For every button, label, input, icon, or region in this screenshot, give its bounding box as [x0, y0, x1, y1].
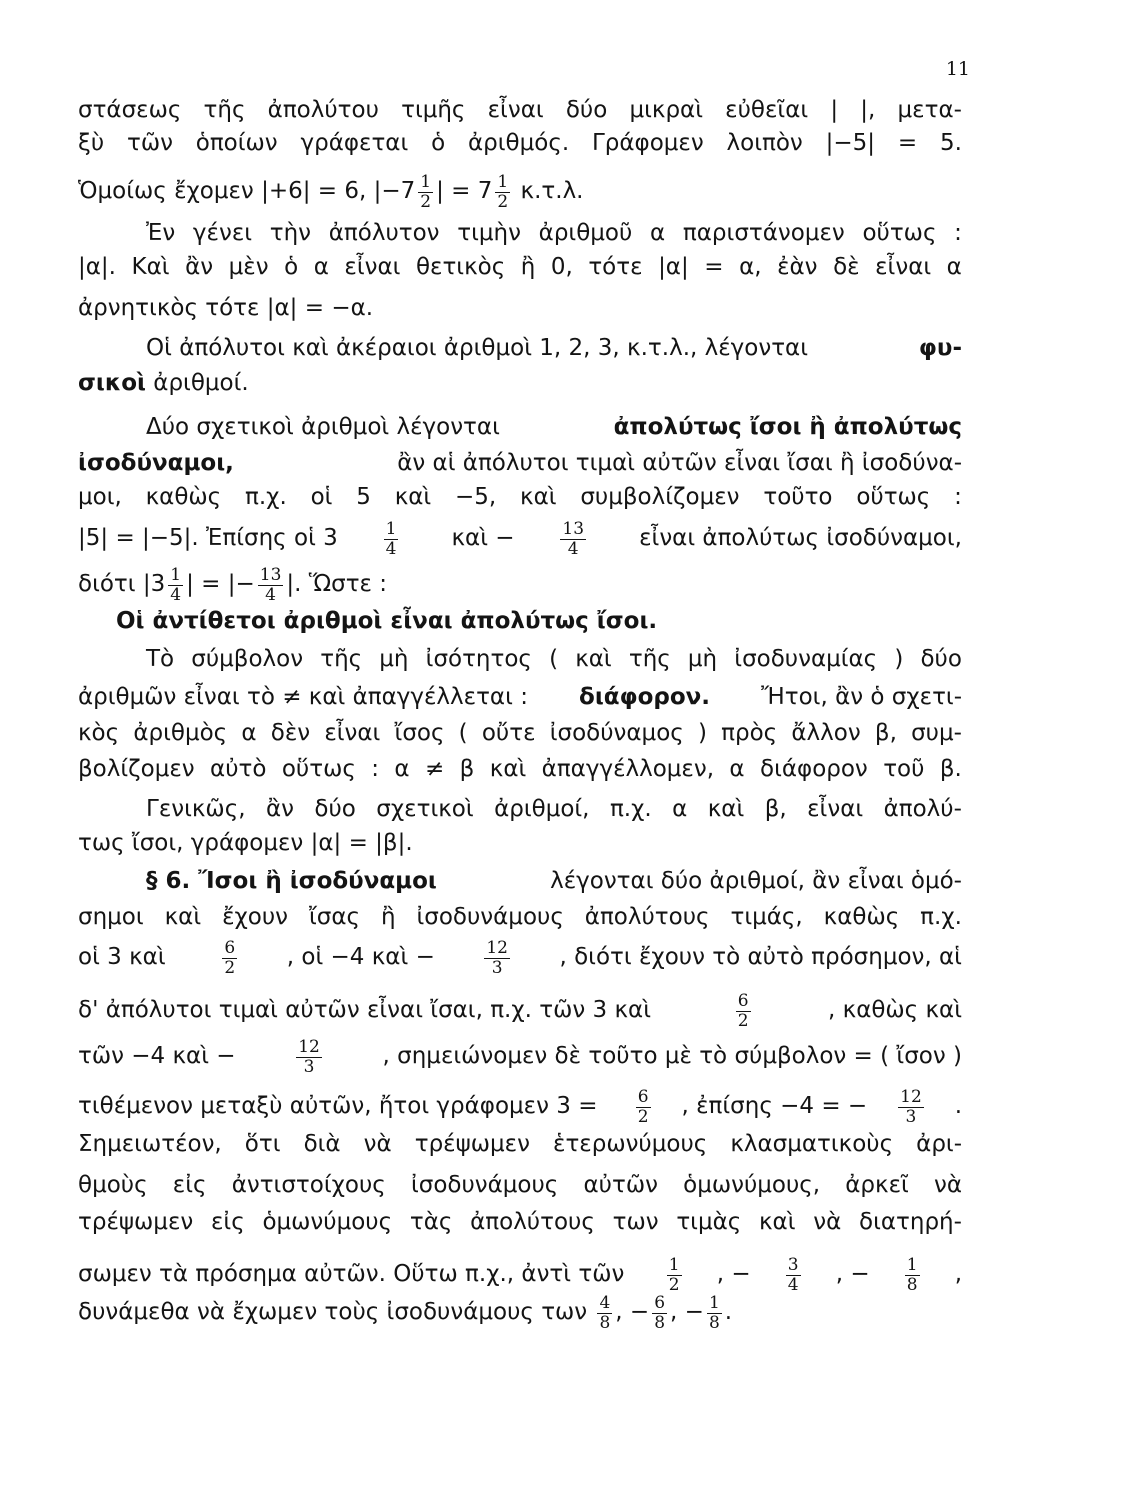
word: |−5| [825, 130, 875, 156]
word: α, [739, 254, 762, 280]
fraction: $\frac{1}{2}$ [497, 172, 509, 212]
word: ἀπόλυτον [328, 220, 440, 246]
text-line [78, 252, 962, 282]
word: ἢ [520, 254, 536, 280]
word: ἀπολύτους [584, 904, 710, 930]
fraction: $\frac{1}{8}$ [906, 1255, 918, 1295]
word: μοι, [78, 484, 122, 510]
fraction: $\frac{1}{4}$ [170, 565, 182, 605]
text-line [78, 1292, 962, 1331]
word: εἶναι [324, 720, 381, 746]
text-line [146, 866, 962, 896]
word: |, [860, 97, 876, 123]
text-line [78, 1207, 962, 1237]
word: ἔχουν [222, 904, 289, 930]
word: καὶ [707, 796, 745, 822]
word: διάφορον [760, 756, 868, 782]
text-line [146, 333, 962, 363]
word: ἰσοδύναμος [549, 720, 684, 746]
word: αὐτὸ [210, 756, 267, 782]
word: |α| [658, 254, 689, 280]
word: συμ- [911, 720, 962, 746]
fraction: $\frac{12}{3}$ [486, 938, 508, 978]
word: π.χ. [245, 484, 287, 510]
word: τὰς [409, 1209, 453, 1235]
text-line [78, 368, 962, 398]
word: ὅτι [244, 1131, 281, 1157]
word: εἶναι [487, 97, 544, 123]
fraction: $\frac{1}{2}$ [420, 172, 432, 212]
text-line [78, 518, 962, 557]
word: εἶναι [344, 254, 401, 280]
word: = [704, 254, 724, 280]
word: λοιπὸν [726, 130, 803, 156]
text-segment: , [954, 1260, 962, 1287]
fraction: $\frac{4}{8}$ [599, 1293, 611, 1333]
text-line [146, 412, 962, 442]
word: α [729, 756, 745, 782]
text-segment: Δύο σχετικοὶ ἀριθμοὶ λέγονται [146, 414, 508, 440]
word: ἀπολύ- [883, 796, 962, 822]
text-line [78, 990, 962, 1029]
text-segment: |. Ὥστε : [286, 570, 388, 597]
word: ἂν [185, 254, 214, 280]
word: Τὸ [146, 646, 175, 672]
word: πρὸς [721, 720, 778, 746]
word: α [241, 720, 257, 746]
word: | [830, 97, 839, 123]
word: δύο [920, 646, 962, 672]
bold-term: φυ- [918, 335, 962, 361]
text-segment: | = 7 [436, 177, 493, 204]
word: ἰσοδυνάμους [410, 1172, 559, 1198]
text-segment: σωμεν τὰ πρόσημα αὐτῶν. Οὕτω π.χ., ἀντὶ τῶν [78, 1260, 632, 1287]
text-segment: ἀριθμοί. [145, 370, 249, 396]
word: τρέψωμεν [78, 1209, 194, 1235]
text-line [78, 95, 962, 125]
word: |α|. [78, 254, 116, 280]
text-segment: , οἱ −4 καὶ − [286, 943, 435, 970]
text-line [78, 1086, 962, 1125]
fraction: $\frac{6}{2}$ [224, 938, 236, 978]
fraction: $\frac{12}{3}$ [900, 1087, 922, 1127]
word: ( [549, 646, 559, 672]
text-segment: , − [615, 1298, 650, 1325]
word: καθὼς [145, 484, 222, 510]
word: θμοὺς [78, 1172, 148, 1198]
text-segment: λέγονται δύο ἀριθμοί, ἂν εἶναι ὁμό- [542, 868, 962, 894]
word: τιμὰς [676, 1209, 742, 1235]
word: ἐὰν [777, 254, 818, 280]
bold-term: ἀπολύτως ἴσοι ἢ ἀπολύτως [613, 414, 962, 440]
word: β [459, 756, 475, 782]
word: π.χ. [920, 904, 962, 930]
word: ὁμωνύμους, [683, 1172, 821, 1198]
word: τῆς [203, 97, 246, 123]
word: ἀριθμοῦ [538, 220, 633, 246]
text-segment: . [954, 1092, 962, 1119]
text-line [78, 1170, 962, 1200]
word: π.χ. [609, 796, 652, 822]
word: Γράφομεν [591, 130, 704, 156]
word: = [897, 130, 918, 156]
word: τῶν [126, 130, 173, 156]
text-line [146, 794, 962, 824]
word: νὰ [933, 1172, 962, 1198]
text-segment: , διότι ἔχουν τὸ αὐτὸ πρόσημον, αἱ [559, 943, 962, 970]
word: ἀριθμός. [468, 130, 570, 156]
word: ἴσος [394, 720, 445, 746]
word: γένει [192, 220, 253, 246]
word: εἶναι [807, 796, 864, 822]
word: ἀπολύτου [267, 97, 379, 123]
word: μετα- [897, 97, 962, 123]
word: ) [894, 646, 904, 672]
word: σύμβολον [191, 646, 304, 672]
word: δύο [565, 97, 608, 123]
text-segment: δ' ἀπόλυτοι τιμαὶ αὐτῶν εἶναι ἴσαι, π.χ. τῶν 3 καὶ [78, 996, 659, 1023]
word: τρέψωμεν [414, 1131, 530, 1157]
word: τιμῆς [401, 97, 466, 123]
word: ) [697, 720, 707, 746]
word: ἀπαγγέλλομεν, [541, 756, 715, 782]
word: τὴν [269, 220, 312, 246]
fraction: $\frac{1}{8}$ [708, 1293, 720, 1333]
text-line [78, 682, 962, 712]
word: νὰ [363, 1131, 392, 1157]
word: αὐτῶν [583, 1172, 658, 1198]
word: ὁποίων [195, 130, 278, 156]
word: ἀριθμοί, [494, 796, 590, 822]
word: 0, [550, 254, 573, 280]
word: −5, [455, 484, 497, 510]
word: ὁ [284, 254, 299, 280]
text-segment: , σημειώνομεν δὲ τοῦτο μὲ τὸ σύμβολον = ( ἴσον ) [382, 1042, 962, 1069]
text-segment: ἂν αἱ ἀπόλυτοι τιμαὶ αὐτῶν εἶναι ἴσαι ἢ ἰσοδύνα- [389, 450, 962, 476]
word: καὶ [164, 904, 202, 930]
text-line [78, 828, 962, 858]
text-segment: δυνάμεθα νὰ ἔχωμεν τοὺς ἰσοδυνάμους των [78, 1298, 595, 1325]
word: μὲν [228, 254, 269, 280]
word: ἰσοδυναμίας [734, 646, 878, 672]
word: α [650, 220, 666, 246]
text-segment: , − [670, 1298, 704, 1325]
text-line [78, 902, 962, 932]
word: διατηρή- [859, 1209, 962, 1235]
word: 5 [356, 484, 371, 510]
word: σημοι [78, 904, 144, 930]
word: ἀπολύτους [470, 1209, 595, 1235]
word: δὲν [270, 720, 311, 746]
bold-term: Οἱ ἀντίθετοι ἀριθμοὶ εἶναι ἀπολύτως ἴσοι. [116, 608, 658, 634]
word: ≠ [424, 756, 445, 782]
word: οὔτε [481, 720, 536, 746]
word: 5. [939, 130, 962, 156]
word: ( [458, 720, 468, 746]
text-line [78, 171, 962, 210]
text-line [78, 564, 962, 603]
fraction: $\frac{13}{4}$ [259, 565, 282, 605]
word: θετικὸς [415, 254, 506, 280]
word: καὶ [489, 756, 527, 782]
word: καὶ [575, 646, 612, 672]
word: ἀριθμὸς [133, 720, 228, 746]
word: ὁ [431, 130, 446, 156]
text-segment: Οἱ ἀπόλυτοι καὶ ἀκέραιοι ἀριθμοὶ 1, 2, 3, κ.τ.λ., λέγονται [146, 335, 816, 361]
text-segment: , − [835, 1260, 870, 1287]
text-line [146, 218, 962, 248]
word: β. [939, 756, 962, 782]
word: ἑτερωνύμους [553, 1131, 708, 1157]
word: τῆς [320, 646, 363, 672]
word: Ἐν [146, 220, 176, 246]
text-segment: | = |− [186, 570, 255, 597]
text-segment: τως ἴσοι, γράφομεν |α| = |β|. [78, 830, 413, 856]
text-line [78, 482, 962, 512]
word: β, [764, 796, 787, 822]
text-line [78, 293, 962, 323]
fraction: $\frac{6}{2}$ [637, 1087, 649, 1127]
text-segment: τιθέμενον μεταξὺ αὐτῶν, ἤτοι γράφομεν 3 = [78, 1092, 605, 1119]
word: : [954, 484, 962, 510]
word: νὰ [813, 1209, 842, 1235]
text-line [78, 1254, 962, 1293]
text-segment: . [724, 1298, 733, 1325]
bold-term: διάφορον. [579, 684, 711, 710]
word: καὶ [520, 484, 557, 510]
page-number: 11 [945, 58, 970, 80]
word: εἰς [210, 1209, 245, 1235]
word: μὴ [379, 646, 409, 672]
text-segment: Ὁμοίως ἔχομεν |+6| = 6, |−7 [78, 177, 416, 204]
word: α [946, 254, 962, 280]
word: διὰ [303, 1131, 341, 1157]
word: α [313, 254, 329, 280]
word: οἱ [310, 484, 333, 510]
word: α [672, 796, 688, 822]
word: α [394, 756, 410, 782]
word: τιμάς, [730, 904, 803, 930]
text-segment: διότι |3 [78, 570, 166, 597]
word: δύο [314, 796, 356, 822]
word: Γενικῶς, [146, 796, 246, 822]
word: γράφεται [300, 130, 409, 156]
text-segment: , ἐπίσης −4 = − [681, 1092, 868, 1119]
text-segment: οἱ 3 καὶ [78, 943, 173, 970]
fraction: $\frac{6}{8}$ [654, 1293, 666, 1333]
bold-term: σικοὶ [78, 370, 146, 396]
text-line [78, 606, 962, 636]
text-segment: κ.τ.λ. [513, 177, 584, 204]
word: : [954, 220, 962, 246]
word: δὲ [833, 254, 860, 280]
word: ὁμωνύμους [262, 1209, 393, 1235]
word: τοῦτο [763, 484, 833, 510]
word: εἶναι [875, 254, 932, 280]
text-line [78, 1036, 962, 1075]
word: καὶ [759, 1209, 796, 1235]
word: καὶ [394, 484, 432, 510]
word: ἄλλον [791, 720, 861, 746]
text-segment: |5| = |−5|. Ἐπίσης οἱ 3 [78, 524, 338, 551]
word: τότε [588, 254, 643, 280]
fraction: $\frac{6}{2}$ [737, 991, 749, 1031]
fraction: $\frac{1}{2}$ [668, 1255, 680, 1295]
word: ξὺ [78, 130, 105, 156]
text-line [78, 448, 962, 478]
text-segment: εἶναι ἀπολύτως ἰσοδύναμοι, [631, 524, 962, 551]
word: σχετικοὶ [376, 796, 474, 822]
text-segment: ἀρνητικὸς τότε |α| = −α. [78, 295, 374, 321]
word: εἰς [172, 1172, 207, 1198]
text-line [78, 754, 962, 784]
fraction: $\frac{1}{4}$ [385, 519, 397, 559]
word: οὕτως [856, 484, 931, 510]
text-segment: ἀριθμῶν εἶναι τὸ ≠ καὶ ἀπαγγέλλεται : [78, 684, 536, 710]
text-segment: , − [716, 1260, 751, 1287]
word: μὴ [687, 646, 718, 672]
word: μικραὶ [629, 97, 703, 123]
fraction: $\frac{12}{3}$ [298, 1037, 320, 1077]
word: ἰσότητος [425, 646, 532, 672]
word: β, [874, 720, 897, 746]
fraction: $\frac{3}{4}$ [787, 1255, 799, 1295]
text-line [78, 128, 962, 158]
word: ἂν [265, 796, 294, 822]
word: παριστάνομεν [682, 220, 845, 246]
word: βολίζομεν [78, 756, 195, 782]
text-line [78, 1129, 962, 1159]
word: ἀντιστοίχους [231, 1172, 386, 1198]
word: καθὼς [823, 904, 900, 930]
word: Καὶ [131, 254, 170, 280]
word: ἀρι- [916, 1131, 962, 1157]
word: οὕτως [862, 220, 937, 246]
word: συμβολίζομεν [580, 484, 740, 510]
bold-term: ἰσοδύναμοι, [78, 450, 234, 476]
fraction: $\frac{13}{4}$ [562, 519, 585, 559]
text-segment: καὶ − [444, 524, 515, 551]
text-segment: τῶν −4 καὶ − [78, 1042, 236, 1069]
word: κλασματικοὺς [730, 1131, 894, 1157]
word: τῆς [628, 646, 671, 672]
word: στάσεως [78, 97, 182, 123]
word: οὕτως [281, 756, 356, 782]
word: ἀρκεῖ [845, 1172, 909, 1198]
bold-term: § 6. Ἴσοι ἢ ἰσοδύναμοι [146, 868, 437, 894]
text-line [78, 937, 962, 976]
word: Σημειωτέον, [78, 1131, 222, 1157]
text-line [146, 644, 962, 674]
word: εὐθεῖαι [725, 97, 809, 123]
text-segment: , καθὼς καὶ [828, 996, 962, 1023]
text-segment: Ἤτοι, ἂν ὁ σχετι- [753, 684, 962, 710]
word: ἰσοδυνάμους [416, 904, 564, 930]
word: ἴσας [308, 904, 360, 930]
word: τοῦ [883, 756, 925, 782]
text-line [78, 718, 962, 748]
word: : [371, 756, 379, 782]
word: ἢ [380, 904, 396, 930]
word: κὸς [78, 720, 120, 746]
word: των [612, 1209, 659, 1235]
word: τιμὴν [457, 220, 521, 246]
